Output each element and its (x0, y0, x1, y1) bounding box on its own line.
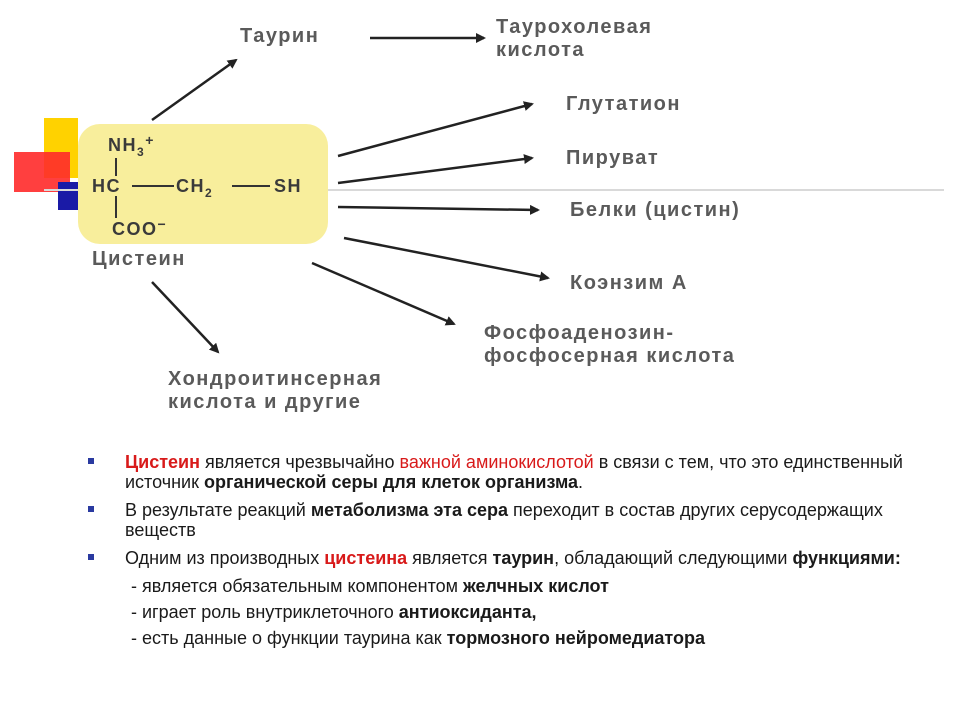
sub-item-neurotransmitter: - есть данные о функции таурина как тормозного нейромедиатора (131, 628, 706, 648)
arrow-to-pyruvate (338, 158, 532, 183)
bullet-taurine-functions: Одним из производных цистеина является таурин, обладающий следующими функциями: (88, 548, 928, 568)
glutathione-label: Глутатион (566, 93, 681, 115)
chondroitin-sulfate-label: Хондроитинсерная кислота и другие (168, 368, 383, 413)
sub-item-bile-acids: - является обязательным компонентом желчных кислот (131, 576, 609, 596)
carboxyl-group: COO− (112, 216, 168, 239)
arrow-to-taurine (152, 60, 236, 120)
taurocholic-acid-label: Таурохолевая кислота (496, 16, 653, 61)
bullet-square-icon (88, 554, 94, 560)
proteins-cystine-label: Белки (цистин) (570, 199, 741, 221)
sub-item-antioxidant: - играет роль внутриклеточного антиоксиданта, (131, 602, 537, 622)
sh-group: SH (274, 176, 303, 196)
arrow-to-chondroitin (152, 282, 218, 352)
bullet-square-icon (88, 458, 94, 464)
bullet-list (88, 452, 928, 654)
bullet-cysteine-importance: Цистеин является чрезвычайно важной аминокислотой в связи с тем, что это единственный источник органической серы для клеток организма. (88, 452, 928, 492)
arrow-to-paps (312, 263, 454, 324)
arrow-to-proteins (338, 207, 538, 210)
ch2-group: $CH_2$ (176, 176, 214, 200)
alpha-carbon: HC (92, 176, 121, 196)
pyruvate-label: Пируват (566, 147, 660, 169)
bullet-square-icon (88, 506, 94, 512)
arrow-to-coenzyme-a (344, 238, 548, 278)
arrow-to-glutathione (338, 104, 532, 156)
paps-label: Фосфоаденозин- фосфосерная кислота (484, 322, 736, 367)
coenzyme-a-label: Коэнзим А (570, 272, 688, 294)
cysteine-label: Цистеин (92, 248, 186, 270)
taurine-label: Таурин (240, 25, 320, 47)
bullet-sulfur-metabolism: В результате реакций метаболизма эта сера переходит в состав других серусодержащих веществ (88, 500, 928, 540)
nh3-group: $NH_3^+$ (108, 132, 155, 159)
